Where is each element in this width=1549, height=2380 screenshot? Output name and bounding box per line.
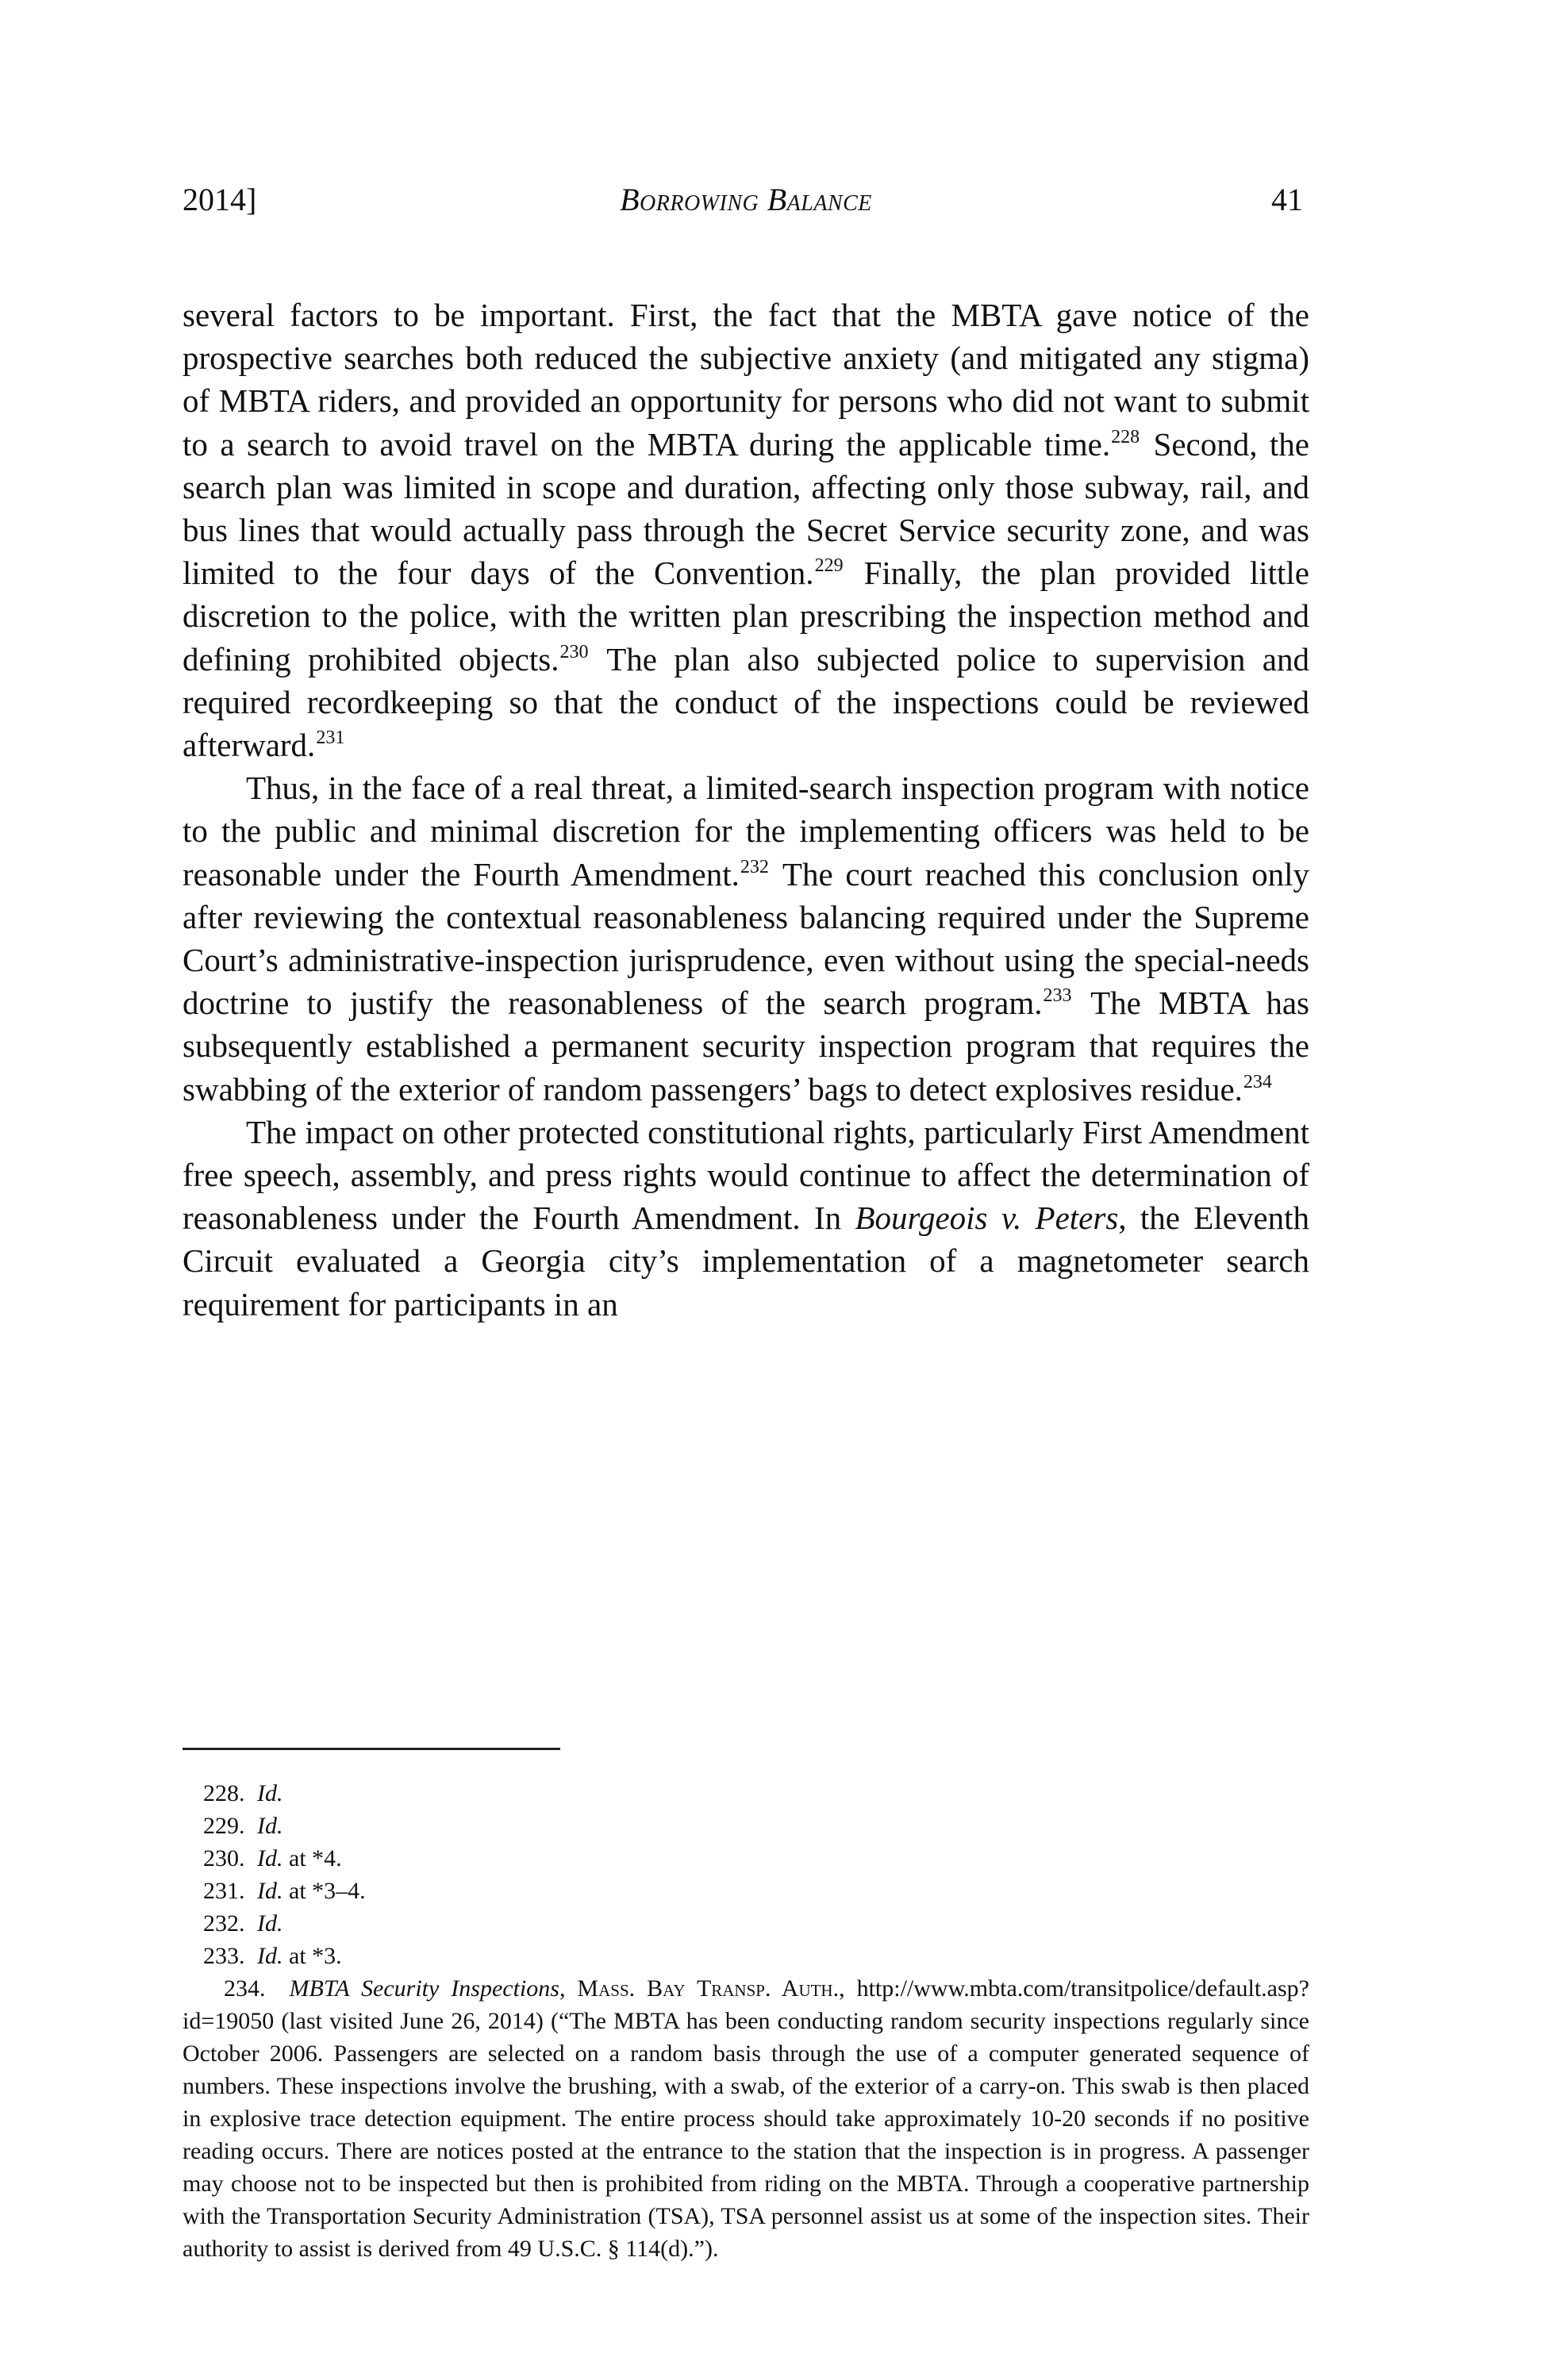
footnote-230: 230. Id. at *4. — [203, 1845, 342, 1871]
footnote-228: 228. Id. — [203, 1780, 283, 1806]
footnote-232: 232. Id. — [203, 1910, 283, 1937]
footnote-229: 229. Id. — [203, 1813, 283, 1839]
page-number: 41 — [1271, 182, 1303, 217]
case-name: Bourgeois v. Peters — [855, 1200, 1119, 1237]
footnote-ref-232[interactable]: 232 — [740, 856, 769, 877]
footnote-231: 231. Id. at *3–4. — [203, 1878, 366, 1904]
running-title: Borrowing Balance — [620, 182, 872, 217]
paragraph-continued: several factors to be important. First, the fact that the MBTA gave notice of the prospective searches both reduced the subjective anxiety (and mitigated any stigma) of MBTA riders, and provided an opportunity for persons who did not want to submit to a search to avoid travel on the MBTA during the applicable time.$^{228}$ Second, the search plan was limited in scope and duration, affecting only those subway, rail, and bus lines that would actually pass through the Secret Service security zone, and was limited to the four days of the Convention.$^{229}$ Finally, the plan provided little discretion to the police, with the written plan prescribing the inspection method and defining prohibited objects.$^{230}$ The plan also subjected police to supervision and required recordkeeping so that the conduct of the inspections could be reviewed afterward.$^{231}$ — [183, 297, 1309, 764]
footnote-ref-230[interactable]: 230 — [559, 641, 589, 662]
paragraph-thus: Thus, in the face of a real threat, a limited-search inspection program with notice to the public and minimal discretion for the implementing officers was held to be reasonable under the Fourth Amendment.$^{232}$ The court reached this conclusion only after reviewing the contextual reasonableness balancing required under the Supreme Court’s administrative-inspection jurisprudence, even without using the special-needs doctrine to justify the reasonableness of the search program.$^{233}$ The MBTA has subsequently established a permanent security inspection program that requires the swabbing of the exterior of random passengers’ bags to detect explosives residue.$^{234}$ — [183, 770, 1310, 1107]
footnote-ref-228[interactable]: 228 — [1111, 426, 1140, 447]
footnotes — [183, 1777, 1309, 2265]
cited-source: Mass. Bay Transp. Auth. — [577, 1975, 840, 2002]
footnote-ref-233[interactable]: 233 — [1043, 985, 1072, 1007]
article-body — [183, 294, 1309, 1326]
footnote-ref-234[interactable]: 234 — [1243, 1071, 1272, 1092]
cited-page-title: MBTA Security Inspections — [289, 1975, 559, 2002]
footnote-ref-231[interactable]: 231 — [316, 727, 345, 749]
footnote-233: 233. Id. at *3. — [203, 1943, 342, 1969]
paragraph-impact: The impact on other protected constitutional rights, particularly First Amendment free speech, assembly, and press rights would continue to affect the determination of reasonableness under the Fourth Amendment. In Bourgeois v. Peters, the Eleventh Circuit evaluated a Georgia city’s implementation of a magnetometer search requirement for participants in an — [183, 1113, 1310, 1322]
citation-text[interactable]: , http://www.mbta.com/transitpolice/default.asp?id=19050 (last visited June 26, 2014) (“The MBTA has been conducting random security inspections regularly since October 2006. Passengers are selected on a random basis through the use of a computer generated sequence of numbers. These inspections involve the brushing, with a swab, of the exterior of a carry-on. This swab is then placed in explosive trace detection equipment. The entire process should take approximately 10-20 seconds if no positive reading occurs. There are notices posted at the entrance to the station that the inspection is in progress. A passenger may choose not to be inspected but then is prohibited from riding on the MBTA. Through a cooperative partnership with the Transportation Security Administration (TSA), TSA personnel assist us at some of the inspection sites. Their authority to assist is derived from 49 U.S.C. § 114(d).”). — [183, 1975, 1309, 2262]
footnote-separator — [183, 1748, 560, 1750]
footnote-234: 234. MBTA Security Inspections, Mass. Bay Transp. Auth., http://www.mbta.com/transitpolice/default.asp?id=19050 (last visited June 26, 2014) (“The MBTA has been conducting random security inspections regularly since October 2006. Passengers are selected on a random basis through the use of a computer generated sequence of numbers. These inspections involve the brushing, with a swab, of the exterior of a carry-on. This swab is then placed in explosive trace detection equipment. The entire process should take approximately 10-20 seconds if no positive reading occurs. There are notices posted at the entrance to the station that the inspection is in progress. A passenger may choose not to be inspected but then is prohibited from riding on the MBTA. Through a cooperative partnership with the Transportation Security Administration (TSA), TSA personnel assist us at some of the inspection sites. Their authority to assist is derived from 49 U.S.C. § 114(d).”). — [183, 1975, 1309, 2262]
volume-year: 2014] — [183, 182, 257, 217]
footnote-ref-229[interactable]: 229 — [814, 555, 844, 577]
